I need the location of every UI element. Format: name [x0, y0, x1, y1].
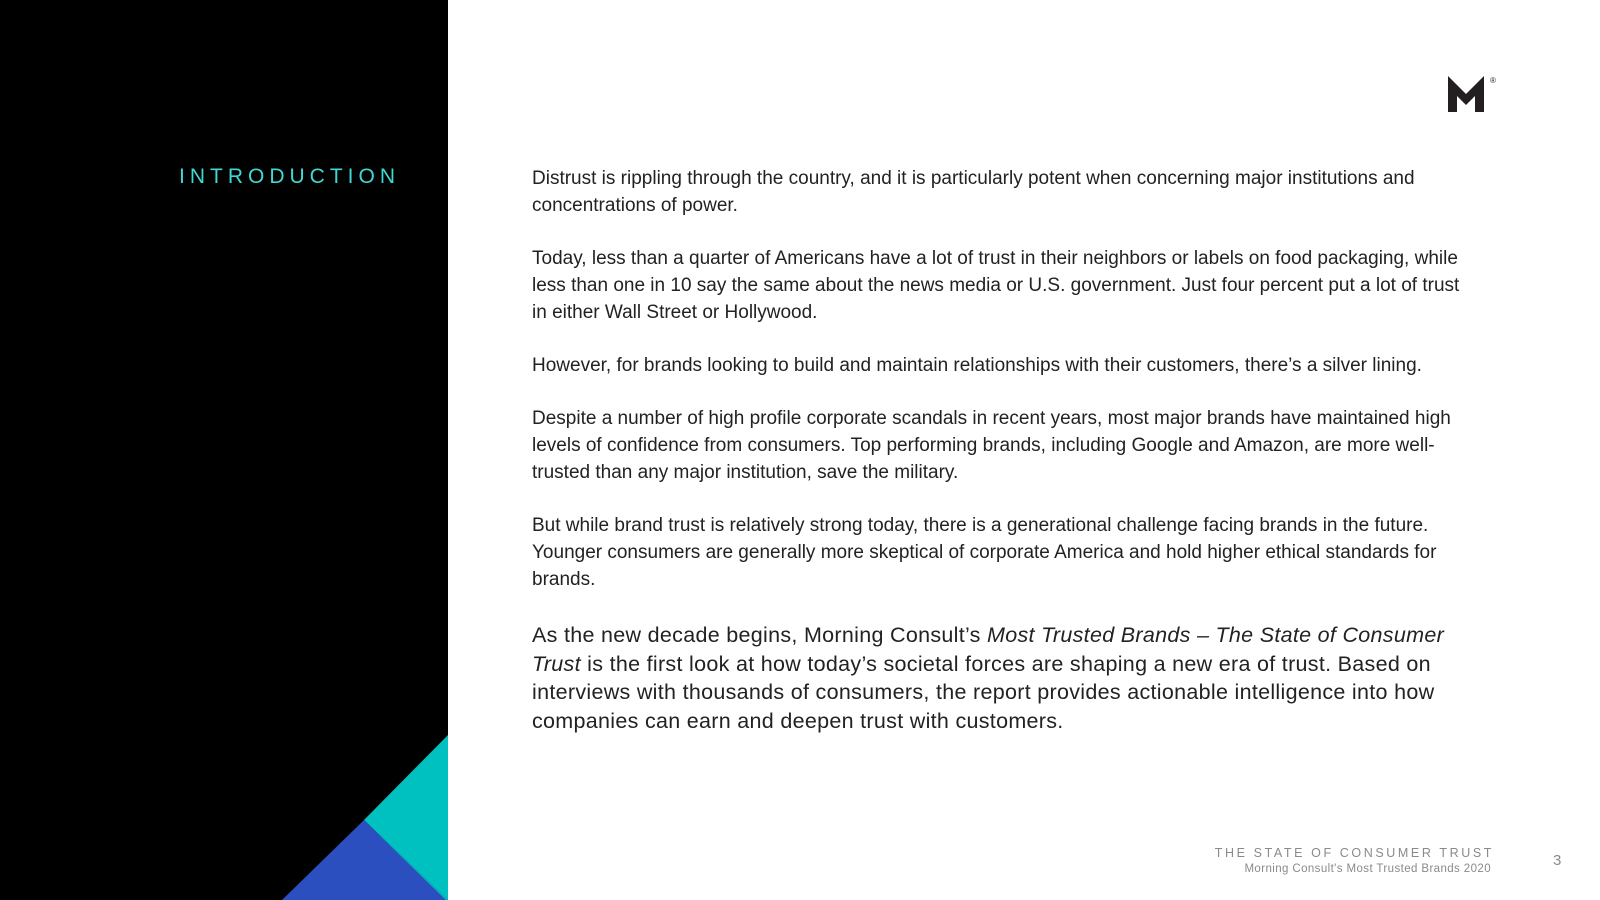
decorative-triangles: [0, 0, 448, 900]
paragraph: But while brand trust is relatively strong today, there is a generational challenge facing brands in the future. Younger consumers are generally more skeptical of corporate America and hold higher ethical standards for brands.: [532, 515, 1437, 590]
closing-tail: is the first look at how today’s societal forces are shaping a new era of trust. Based on interviews with thousands of consumers, the report provides actionable intelligence into how companies can earn and deepen trust with customers.: [532, 651, 1435, 733]
closing-lead: As the new decade begins, Morning Consult’s: [532, 623, 988, 647]
page-number: 3: [1553, 852, 1562, 869]
morning-consult-logo-icon: [1448, 74, 1500, 114]
registered-mark: ®: [1490, 76, 1496, 85]
paragraph: However, for brands looking to build and maintain relationships with their customers, there’s a silver lining.: [532, 355, 1422, 376]
paragraph: Despite a number of high profile corporate scandals in recent years, most major brands have maintained high levels of confidence from consumers. Top performing brands, including Google and Amazon, are more well-trusted than any major institution, save the military.: [532, 408, 1451, 483]
footer-subtitle: Morning Consult's Most Trusted Brands 2020: [1244, 863, 1491, 875]
section-title: INTRODUCTION: [179, 165, 400, 188]
report-title-italic: Most Trusted Brands – The State of Consumer Trust: [532, 623, 1445, 676]
footer: [1215, 845, 1494, 877]
footer-title: THE STATE OF CONSUMER TRUST: [1214, 846, 1494, 860]
paragraph: Distrust is rippling through the country, and it is particularly potent when concerning major institutions and concentrations of power.: [532, 168, 1415, 216]
left-panel: [0, 0, 448, 900]
body-text: [532, 165, 1472, 761]
closing-paragraph: [532, 621, 1472, 735]
paragraph: Today, less than a quarter of Americans have a lot of trust in their neighbors or labels on food packaging, while less than one in 10 say the same about the news media or U.S. government. Just four percent put a lot of trust in either Wall Street or Hollywood.: [532, 248, 1460, 323]
